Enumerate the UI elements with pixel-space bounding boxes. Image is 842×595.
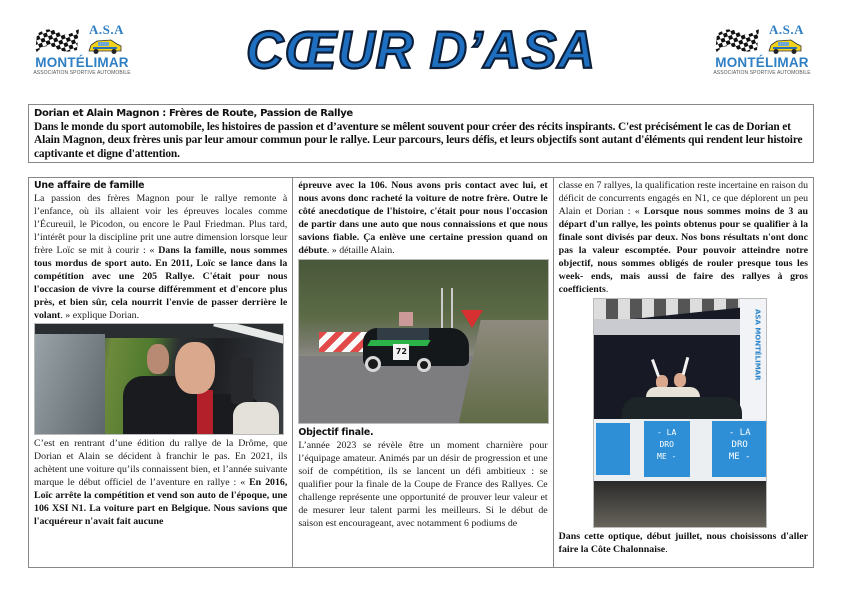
banner-line: DRO	[659, 440, 674, 449]
quote-text: En 2016, Loïc arrête la compétition et vend son auto de l'époque, une 106 XSI N1. La voiture part en Belgique. Nous savions que l'acquéreur n'avait fait aucune	[34, 477, 288, 527]
article-lead: Dans le monde du sport automobile, les histoires de passion et d’aventure se mêlent souvent pour créer des récits inspirants. C'est précisément le cas de Dorian et Alain Magnon, deux frères unis par leur amour commun pour le rallye. Leur parcours, leurs défis, et leurs objectifs sont autant d'éléments qui rendent leur histoire captivante et digne d'attention.	[34, 120, 803, 160]
body-text: .	[665, 544, 668, 555]
column-3	[553, 178, 813, 567]
banner-line: - LA	[728, 428, 751, 438]
banner-line: ME -	[657, 452, 677, 461]
body-text: L’année 2023 se révèle être un moment charnière pour l’équipage amateur. Animés par un désir de progression et une soif de compétition, ils se lancent un défi ambitieux : se qualifier pour la finale de la Coupe de France des Rallyes. Ce challenge représente une opportunité de prouver leur valeur et de mesurer leur talent parmi les meilleurs. Si le début de saison est encourageant, avec notamment 6 podiums de	[298, 440, 548, 529]
quote-text: Dans cette optique, début juillet, nous choisissons d'aller faire la Côte Chalonnaise	[558, 531, 809, 555]
paragraph	[298, 439, 547, 530]
banner-la-drome	[718, 427, 762, 463]
logo-acronym: A.S.A	[89, 22, 125, 37]
photo-podium	[593, 298, 767, 528]
banner-line: - LA	[657, 428, 677, 437]
banner-line: DRO	[731, 440, 748, 450]
rally-car-icon	[767, 37, 803, 55]
photo-rally-car-72	[298, 259, 549, 424]
body-text: .	[605, 284, 609, 295]
logo-acronym: A.S.A	[769, 22, 805, 37]
article-title: Dorian et Alain Magnon : Frères de Route, Passion de Rallye	[34, 108, 353, 119]
paragraph	[34, 437, 287, 528]
heading-text: Objectif finale	[298, 427, 371, 438]
paragraph	[298, 179, 547, 257]
quote-text: épreuve avec la 106. Nous avons pris contact avec lui, et nous avons donc racheté la voiture de notre frère. Outre le côté anecdotique de l'histoire, c'était pour nous l'occasion de partir dans une auto que nous connaissions et que nous savions fiable. Ça enlève une certaine pression quand on débute	[298, 180, 548, 256]
logo-subtitle: ASSOCIATION SPORTIVE AUTOMOBILE	[713, 70, 811, 76]
article-columns	[28, 177, 814, 568]
body-text: C’est en rentrant d’une édition du rallye de la Drôme, que Dorian et Alain se décident à franchir le pas. En 2021, ils achètent une voiture qu’ils connaissent bien, et l’année suivante marque le début officiel de l’aventure en rallye : «	[34, 438, 288, 488]
section-heading-objectif	[298, 426, 547, 439]
banner-line: ME -	[728, 452, 751, 462]
column-2	[292, 178, 552, 567]
checkered-flag-icon	[35, 24, 79, 58]
asa-montelimar-logo-right	[713, 22, 811, 76]
masthead-text: CŒUR D’ASA	[246, 21, 596, 78]
logo-subtitle: ASSOCIATION SPORTIVE AUTOMOBILE	[33, 70, 131, 76]
body-text: . » explique Dorian.	[60, 310, 140, 321]
quote-text: Lorsque nous sommes moins de 3 au départ d'un rallye, les points obtenus pour se qualifier à la finale sont divisés par deux. Nos bons résultats n'ont donc pas la valeur escomptée. Pour pouvoir atteindre notre objectif, nous sommes obligés de rouler presque tous les week- ends, mais aussi de faire des rallyes à gros coefficients	[558, 206, 809, 295]
checkered-flag-icon	[715, 24, 759, 58]
heading-punct: .	[370, 427, 374, 438]
paragraph	[34, 192, 287, 322]
rally-car-icon	[87, 37, 123, 55]
paragraph	[559, 179, 808, 296]
paragraph	[559, 530, 808, 556]
section-heading-famille: Une affaire de famille	[34, 180, 145, 191]
banner-la-drome	[646, 427, 688, 463]
logo-city: MONTÉLIMAR	[35, 55, 129, 70]
body-text: . » détaille Alain.	[326, 245, 395, 256]
side-banner-text: ASA MONTÉLIMAR	[753, 309, 762, 381]
body-text: La passion des frères Magnon pour le rallye remonte à l’enfance, où ils allaient voir les épreuves locales comme l’Écureuil, le Picodon, ou encore le Paul Friedman. Plus tard, l’intérêt pour la discipline prit une autre dimension lorsque leur frère Loïc se mit à courir : «	[34, 193, 288, 256]
masthead-title	[240, 18, 602, 78]
logo-city: MONTÉLIMAR	[715, 55, 809, 70]
body-text: classe en 7 rallyes, la qualification reste incertaine en raison du déficit de concurrents engagés en N1, ce que déplorent un peu Alain et Dorian : «	[558, 180, 809, 217]
photo-brothers-in-car	[34, 323, 284, 435]
intro-box	[28, 104, 814, 163]
quote-text: Dans la famille, nous sommes tous mordus de sport auto. En 2011, Loïc se lance dans la compétition avec une 205 Rallye. C'était pour nous l'occasion de vivre la course différemment et d'encore plus près, et bien sûr, cela nourrit l'envie de passer derrière le volant	[34, 245, 288, 321]
column-1	[29, 178, 292, 567]
asa-montelimar-logo-left	[33, 22, 131, 76]
car-number: 72	[393, 344, 409, 360]
